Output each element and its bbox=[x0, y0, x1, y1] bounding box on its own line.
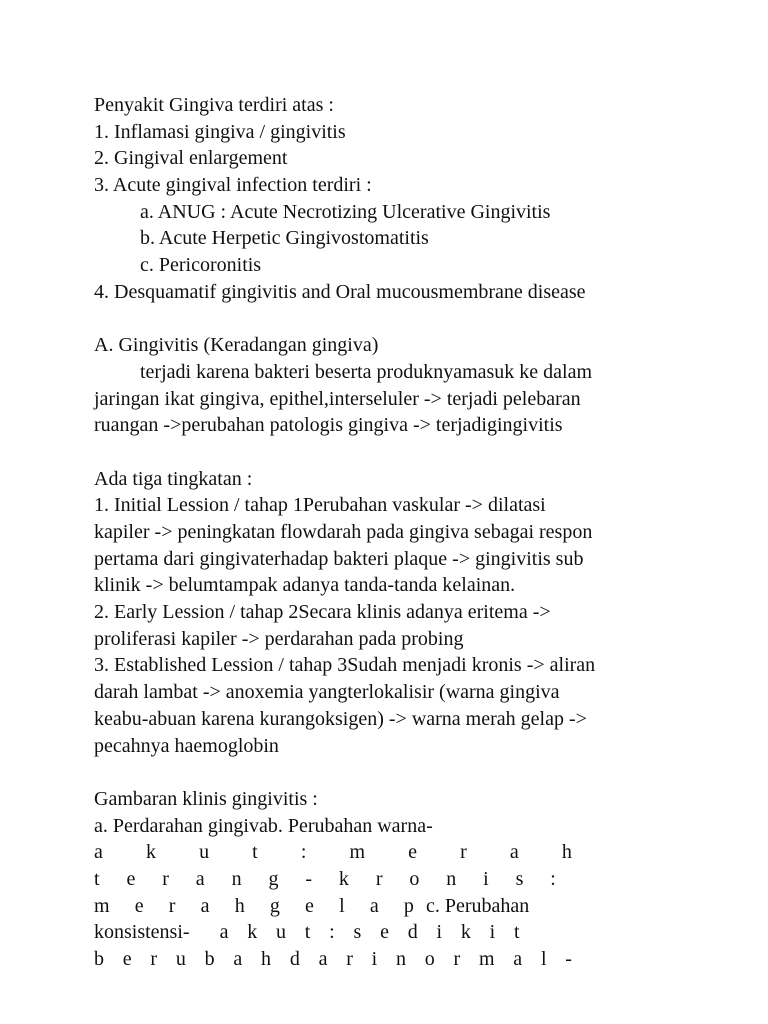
spaced-letter: t bbox=[513, 921, 520, 944]
spaced-letter: a bbox=[94, 841, 103, 864]
spaced-letter: p bbox=[403, 894, 414, 917]
spaced-letter: o bbox=[409, 867, 420, 890]
spaced-letter: i bbox=[436, 921, 443, 944]
spaced-letter: a bbox=[369, 894, 379, 917]
spaced-letter: g bbox=[269, 894, 280, 917]
spaced-letter: k bbox=[145, 841, 156, 864]
spaced-letter: a bbox=[318, 948, 328, 970]
spaced-letter: k bbox=[338, 867, 349, 890]
spaced-letter: a bbox=[233, 948, 243, 970]
clinical-spread-line bbox=[94, 893, 674, 920]
spaced-letter: i bbox=[483, 867, 489, 890]
spaced-letter: : bbox=[550, 867, 556, 890]
spaced-letter: i bbox=[489, 921, 496, 944]
spacer bbox=[94, 439, 674, 466]
clinical-spread-line bbox=[94, 839, 572, 866]
spaced-letter: i bbox=[371, 948, 378, 970]
spaced-letter: t bbox=[252, 841, 258, 864]
spaced-letter: e bbox=[380, 921, 389, 944]
spaced-letter: u bbox=[276, 921, 287, 944]
spaced-letter: h bbox=[234, 894, 245, 917]
document-page bbox=[94, 92, 674, 973]
clinical-spread-letters bbox=[94, 893, 414, 920]
spaced-letter: h bbox=[261, 948, 272, 970]
spaced-letter: a bbox=[513, 948, 523, 970]
sublist-item: c. Pericoronitis bbox=[140, 254, 262, 277]
list-item: 1. Inflamasi gingiva / gingivitis bbox=[94, 120, 346, 143]
spaced-letter: - bbox=[565, 948, 572, 970]
spaced-letter: a bbox=[200, 894, 210, 917]
spaced-letter: r bbox=[460, 841, 467, 864]
spaced-letter: s bbox=[515, 867, 524, 890]
spaced-letter: g bbox=[268, 867, 279, 890]
section-a-paragraph-line: terjadi karena bakteri beserta produknyamasuk ke dalam bbox=[140, 360, 593, 383]
spaced-letter: m bbox=[478, 948, 495, 970]
stages-line: keabu-abuan karena kurangoksigen) -> warna merah gelap -> bbox=[94, 707, 587, 730]
spacer bbox=[94, 306, 674, 333]
stages-line: proliferasi kapiler -> perdarahan pada probing bbox=[94, 627, 464, 650]
spaced-letter: u bbox=[199, 841, 210, 864]
section-a-paragraph-line: jaringan ikat gingiva, epithel,interseluler -> terjadi pelebaran bbox=[94, 387, 581, 410]
stages-line: 1. Initial Lession / tahap 1Perubahan vaskular -> dilatasi bbox=[94, 494, 546, 517]
stages-line: klinik -> belumtampak adanya tanda-tanda kelainan. bbox=[94, 574, 516, 597]
spaced-letter: m bbox=[349, 841, 366, 864]
spaced-letter: r bbox=[150, 948, 158, 970]
spaced-letter: a bbox=[219, 921, 229, 944]
clinical-spread-line bbox=[94, 866, 556, 893]
spaced-letter: e bbox=[122, 948, 132, 970]
spaced-letter: l bbox=[339, 894, 345, 917]
spaced-letter: r bbox=[375, 867, 383, 890]
spaced-letter: b bbox=[204, 948, 215, 970]
spaced-letter: r bbox=[453, 948, 461, 970]
spaced-letter: k bbox=[247, 921, 258, 944]
spaced-letter: l bbox=[540, 948, 547, 970]
spaced-letter: a bbox=[509, 841, 519, 864]
spaced-letter: : bbox=[329, 921, 335, 944]
spaced-letter: e bbox=[126, 867, 136, 890]
spaced-letter: s bbox=[353, 921, 362, 944]
clinical-spread-tail: c. Perubahan bbox=[426, 894, 530, 917]
clinical-spread-head: konsistensi- bbox=[94, 921, 190, 944]
list-item: 2. Gingival enlargement bbox=[94, 147, 288, 170]
spacer bbox=[94, 759, 674, 786]
spaced-letter: d bbox=[289, 948, 300, 970]
spaced-letter: u bbox=[175, 948, 186, 970]
spaced-letter: n bbox=[396, 948, 406, 970]
spaced-letter: : bbox=[300, 841, 307, 864]
spaced-letter: a bbox=[195, 867, 205, 890]
stages-line: pertama dari gingivaterhadap bakteri plaque -> gingivitis sub bbox=[94, 547, 584, 570]
spaced-letter: d bbox=[407, 921, 418, 944]
spaced-letter: t bbox=[94, 867, 100, 890]
stages-line: 3. Established Lession / tahap 3Sudah menjadi kronis -> aliran bbox=[94, 654, 596, 677]
clinical-spread-line bbox=[94, 946, 572, 973]
spaced-letter: n bbox=[231, 867, 242, 890]
spaced-letter: b bbox=[94, 948, 104, 970]
section-a-title: A. Gingivitis (Keradangan gingiva) bbox=[94, 334, 379, 357]
sublist-item: a. ANUG : Acute Necrotizing Ulcerative Gingivitis bbox=[140, 200, 551, 223]
spaced-letter: r bbox=[346, 948, 353, 970]
spaced-letter: e bbox=[305, 894, 314, 917]
clinical-title: Gambaran klinis gingivitis : bbox=[94, 787, 318, 810]
stages-title: Ada tiga tingkatan : bbox=[94, 467, 253, 490]
spaced-letter: m bbox=[94, 894, 110, 917]
stages-line: kapiler -> peningkatan flowdarah pada gingiva sebagai respon bbox=[94, 521, 593, 543]
spaced-letter: r bbox=[168, 894, 176, 917]
clinical-spread-letters bbox=[220, 919, 520, 946]
spaced-letter: o bbox=[424, 948, 435, 970]
spaced-letter: k bbox=[460, 921, 471, 944]
sublist-item: b. Acute Herpetic Gingivostomatitis bbox=[140, 227, 429, 250]
spaced-letter: h bbox=[561, 841, 572, 864]
section-a-paragraph-line: ruangan ->perubahan patologis gingiva -> terjadigingivitis bbox=[94, 414, 563, 437]
document-header: Penyakit Gingiva terdiri atas : bbox=[94, 94, 334, 116]
spaced-letter: - bbox=[305, 867, 313, 890]
clinical-spread-line bbox=[94, 919, 674, 946]
stages-line: 2. Early Lession / tahap 2Secara klinis adanya eritema -> bbox=[94, 601, 551, 624]
stages-line: darah lambat -> anoxemia yangterlokalisir (warna gingiva bbox=[94, 681, 560, 704]
list-item: 4. Desquamatif gingivitis and Oral mucousmembrane disease bbox=[94, 280, 586, 303]
list-item: 3. Acute gingival infection terdiri : bbox=[94, 174, 372, 197]
spaced-letter: n bbox=[446, 867, 457, 890]
spaced-letter: r bbox=[162, 867, 169, 890]
stages-line: pecahnya haemoglobin bbox=[94, 734, 279, 757]
clinical-line: a. Perdarahan gingivab. Perubahan warna- bbox=[94, 814, 433, 837]
spaced-letter: e bbox=[408, 841, 418, 864]
spaced-letter: e bbox=[134, 894, 144, 917]
spaced-letter: t bbox=[304, 921, 311, 944]
